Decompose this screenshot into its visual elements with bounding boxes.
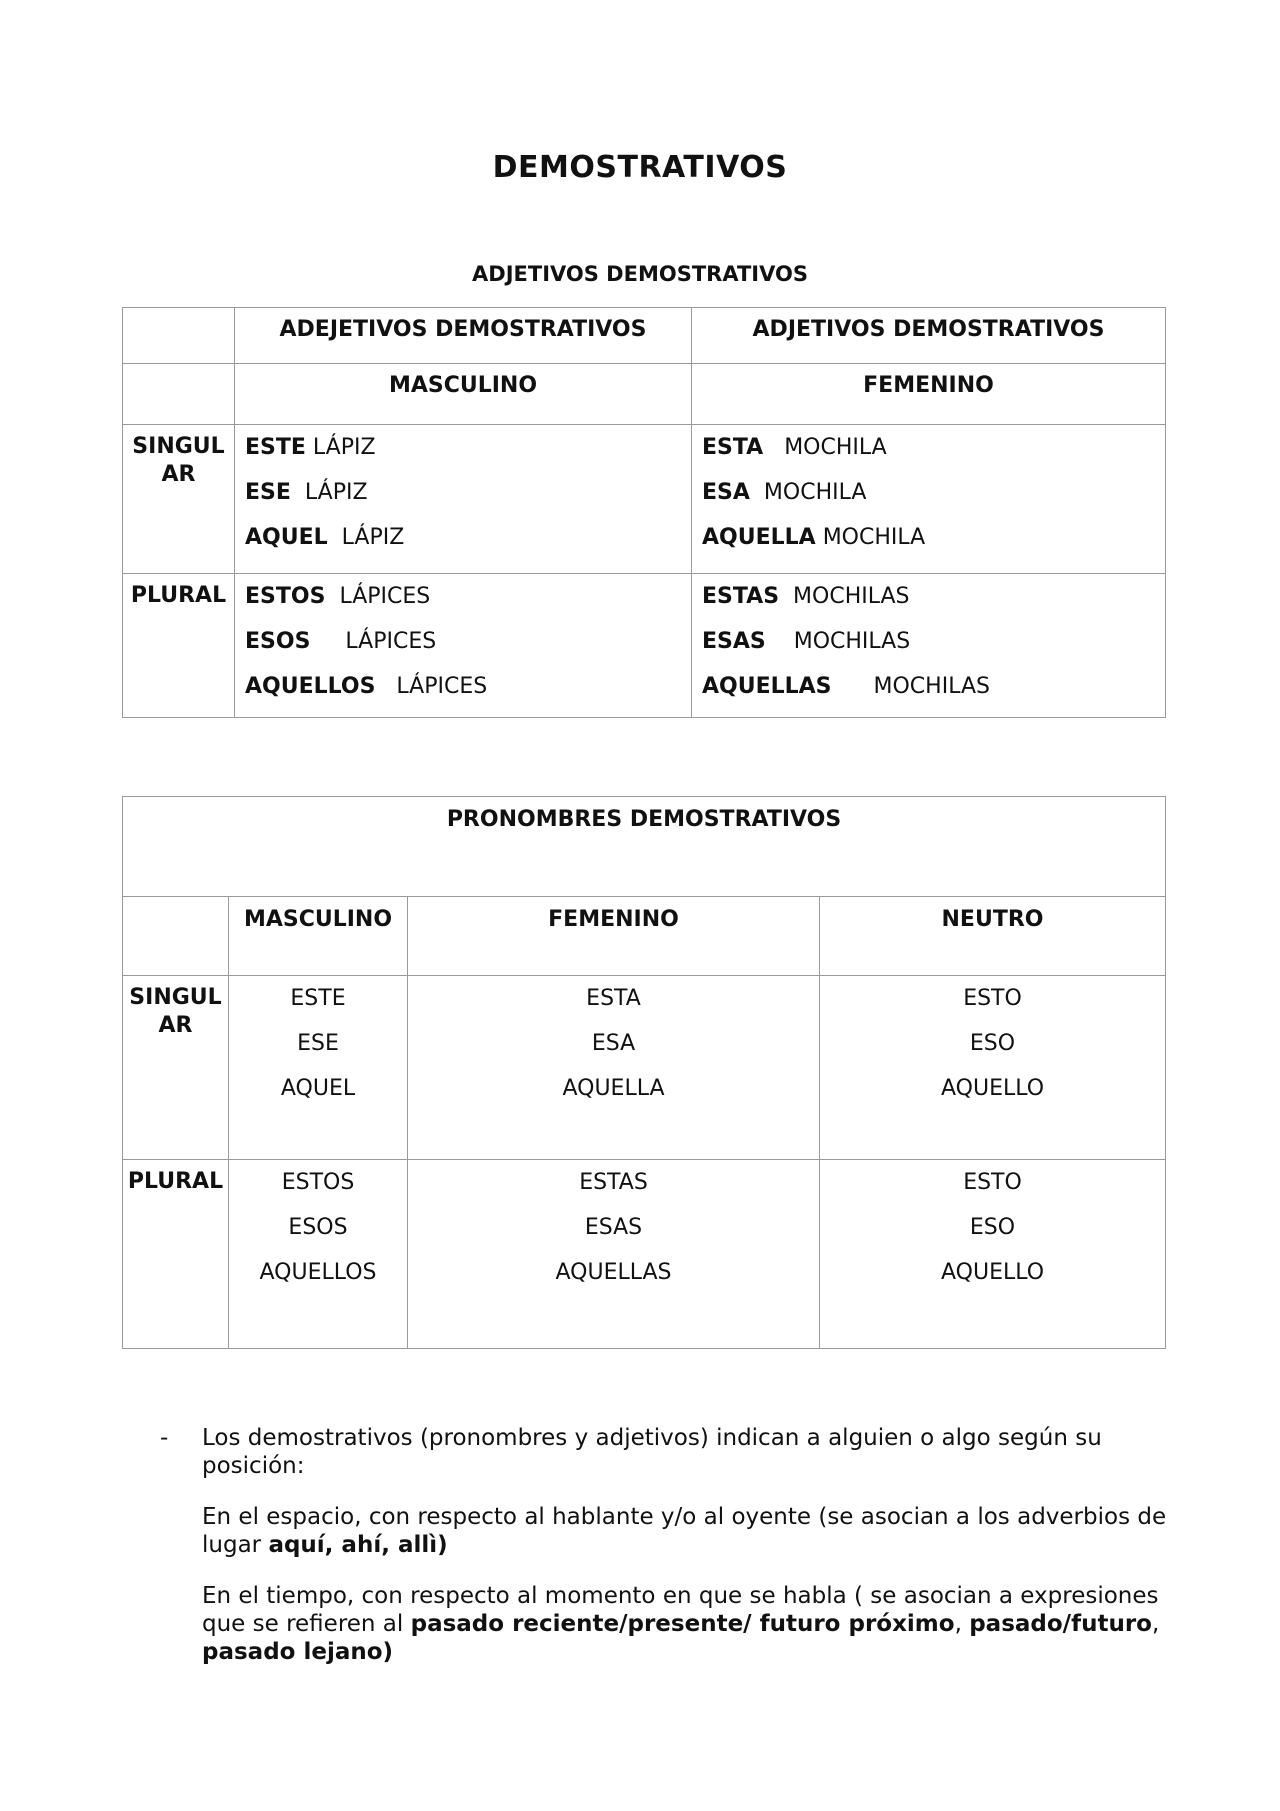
row-label-singular (123, 425, 235, 574)
row-label-text: SINGUL AR (129, 985, 222, 1038)
column-header-femenino: FEMENINO (692, 364, 1166, 425)
pronoun: ESE (297, 1031, 339, 1056)
table-cell (235, 574, 692, 718)
note-paragraph-time (202, 1582, 1167, 1666)
pronoun: AQUELLO (940, 1076, 1045, 1101)
table-cell (235, 425, 692, 574)
noun: MOCHILA (784, 435, 887, 460)
column-header-neutro: NEUTRO (820, 897, 1166, 976)
determiner: ESE (245, 480, 291, 505)
noun: LÁPIZ (304, 480, 368, 505)
pronoun: AQUEL (280, 1076, 356, 1101)
note-paragraph: Los demostrativos (pronombres y adjetivos) indican a alguien o algo según su posición: (202, 1425, 1102, 1479)
pronoun: ESTE (290, 986, 346, 1011)
table-cell (692, 574, 1166, 718)
pronoun: ESO (969, 1031, 1016, 1056)
note-separator: , (1151, 1611, 1160, 1637)
table-cell (820, 976, 1166, 1160)
note-bold: pasado reciente/presente/ futuro próximo (410, 1611, 955, 1637)
pronoun: AQUELLA (562, 1076, 665, 1101)
table-cell (408, 1160, 820, 1349)
pronoun: AQUELLO (940, 1260, 1045, 1285)
pronouns-table-title: PRONOMBRES DEMOSTRATIVOS (123, 797, 1166, 897)
note-text: En el espacio, con respecto al hablante y/o al oyente (se asocian a los adverbios de lugar (202, 1504, 1167, 1558)
row-label-text: SINGUL AR (132, 434, 225, 487)
table-corner-cell (123, 364, 235, 425)
row-label-text: PLURAL (130, 583, 227, 608)
adjectives-table (122, 307, 1166, 718)
pronoun: ESAS (584, 1215, 643, 1240)
noun: MOCHILAS (793, 584, 910, 609)
note-bold: pasado lejano) (202, 1639, 394, 1665)
page-title: DEMOSTRATIVOS (492, 150, 788, 185)
note-separator: , (954, 1611, 970, 1637)
pronoun: ESOS (288, 1215, 348, 1240)
pronoun: ESTO (963, 986, 1022, 1011)
noun: MOCHILAS (793, 629, 911, 654)
table-cell (408, 976, 820, 1160)
table-entry (702, 515, 1165, 560)
pronoun: AQUELLAS (555, 1260, 672, 1285)
note-paragraph-space (202, 1503, 1167, 1559)
pronoun: ESA (591, 1031, 636, 1056)
note-bold: pasado/futuro (969, 1611, 1152, 1637)
table-entry (702, 664, 1165, 709)
row-label-plural (123, 1160, 229, 1349)
noun: LÁPIZ (341, 525, 405, 550)
row-label-text: PLURAL (127, 1169, 224, 1194)
pronoun: ESTAS (579, 1170, 648, 1195)
notes-section (162, 1424, 1167, 1682)
determiner: ESTA (702, 435, 764, 460)
row-label-plural (123, 574, 235, 718)
table-entry (702, 619, 1165, 664)
list-bullet: - (160, 1425, 169, 1451)
pronoun: ESTO (963, 1170, 1022, 1195)
table-entry (702, 425, 1165, 470)
noun: LÁPICES (345, 629, 437, 654)
table-cell (820, 1160, 1166, 1349)
noun: LÁPIZ (312, 435, 376, 460)
table-cell (229, 976, 408, 1160)
note-text: En el tiempo, con respecto al momento en que se habla ( se asocian a expresiones que se refieren al (202, 1583, 1159, 1637)
pronoun: ESO (969, 1215, 1016, 1240)
column-header-femenino: FEMENINO (408, 897, 820, 976)
noun: MOCHILA (763, 480, 867, 505)
pronouns-table (122, 796, 1166, 1349)
column-header-masculino: MASCULINO (235, 364, 692, 425)
column-header: ADEJETIVOS DEMOSTRATIVOS (235, 308, 692, 364)
table-entry (702, 574, 1165, 619)
determiner: AQUELLA (702, 525, 816, 550)
table-entry (245, 619, 691, 664)
determiner: AQUEL (245, 525, 328, 550)
pronoun: ESTA (586, 986, 641, 1011)
table-cell (229, 1160, 408, 1349)
determiner: ESTE (245, 435, 306, 460)
determiner: ESOS (245, 629, 311, 654)
determiner: AQUELLOS (245, 674, 376, 699)
pronoun: AQUELLOS (259, 1260, 377, 1285)
determiner: AQUELLAS (702, 674, 832, 699)
table-cell (692, 425, 1166, 574)
table-entry (245, 574, 691, 619)
determiner: ESA (702, 480, 750, 505)
column-header: ADJETIVOS DEMOSTRATIVOS (692, 308, 1166, 364)
row-label-singular (123, 976, 229, 1160)
table-entry (245, 425, 691, 470)
table-entry (245, 664, 691, 709)
table-entry (245, 470, 691, 515)
pronoun: ESTOS (281, 1170, 355, 1195)
determiner: ESAS (702, 629, 766, 654)
determiner: ESTAS (702, 584, 780, 609)
note-bold: aquí, ahí, allì) (268, 1532, 448, 1558)
noun: MOCHILA (822, 525, 926, 550)
noun: MOCHILAS (873, 674, 990, 699)
table-corner-cell (123, 897, 229, 976)
adjectives-section-title: ADJETIVOS DEMOSTRATIVOS (472, 262, 808, 286)
table-entry (245, 515, 691, 560)
noun: LÁPICES (339, 584, 431, 609)
table-corner-cell (123, 308, 235, 364)
determiner: ESTOS (245, 584, 326, 609)
noun: LÁPICES (396, 674, 488, 699)
column-header-masculino: MASCULINO (229, 897, 408, 976)
table-entry (702, 470, 1165, 515)
